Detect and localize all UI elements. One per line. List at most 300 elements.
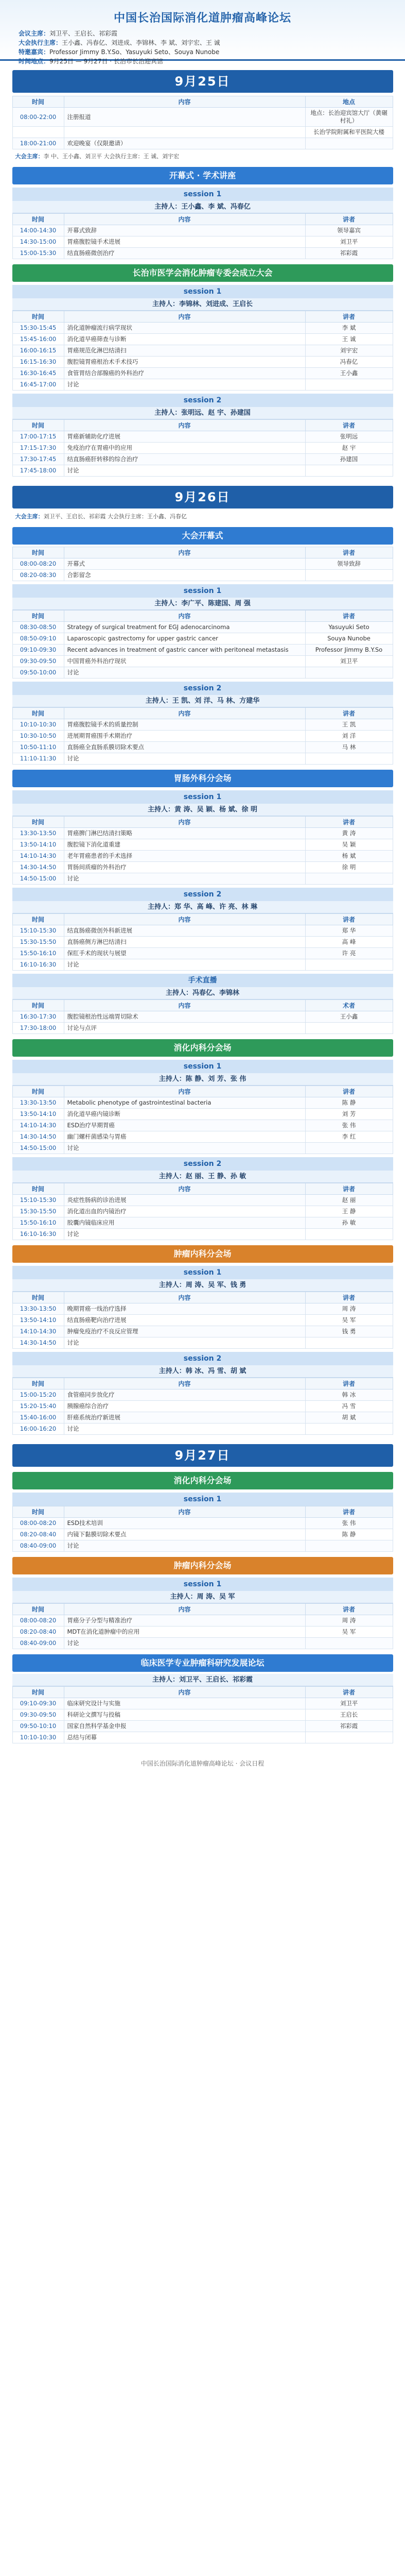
topic-cell: Laparoscopic gastrectomy for upper gastric cancer (64, 633, 305, 645)
table-header-cell: 时间 (12, 1183, 64, 1195)
table-header-cell: 讲者 (305, 1183, 393, 1195)
topic-cell: 中国胃癌外科治疗现状 (64, 656, 305, 667)
session-chairs: 主持人：王 凯、刘 洋、马 林、方建华 (12, 695, 393, 707)
table-header-cell: 内容 (64, 914, 305, 925)
time-cell: 11:10-11:30 (12, 753, 64, 765)
table-header-cell: 内容 (64, 1687, 305, 1698)
schedule-table (12, 1506, 393, 1552)
speaker-cell (305, 1638, 393, 1649)
time-cell: 15:20-15:40 (12, 1401, 64, 1412)
table-header-cell: 讲者 (305, 311, 393, 323)
table-row (12, 431, 393, 443)
table-row (12, 1131, 393, 1143)
table-row (12, 1143, 393, 1154)
time-cell: 08:30-08:50 (12, 622, 64, 633)
table-row (12, 1206, 393, 1217)
session-heading: session 1 (12, 584, 393, 598)
topic-cell: Metabolic phenotype of gastrointestinal bacteria (64, 1097, 305, 1109)
topic-cell: 合影留念 (64, 570, 305, 581)
schedule-table (12, 1378, 393, 1435)
table-header-cell: 时间 (12, 311, 64, 323)
speaker-cell: 冯春亿 (305, 357, 393, 368)
table-row (12, 1540, 393, 1552)
speaker-cell: 高 峰 (305, 937, 393, 948)
table-header-cell: 讲者 (305, 1292, 393, 1303)
topic-cell: 胰腺癌综合治疗 (64, 1401, 305, 1412)
session-chairs: 主持人：陈 静、刘 芳、张 伟 (12, 1073, 393, 1086)
session-chairs: 主持人：周 涛、吴 军 (12, 1591, 393, 1603)
topic-cell: 晚期胃癌一线治疗选择 (64, 1303, 305, 1315)
session-chairs: 主持人：赵 丽、王 静、孙 敏 (12, 1171, 393, 1183)
topic-cell: 讨论 (64, 1229, 305, 1240)
table-header-cell: 讲者 (305, 1506, 393, 1518)
table-header-cell: 时间 (12, 1000, 64, 1011)
speaker-cell (305, 1023, 393, 1034)
topic-cell: ESD治疗早期胃癌 (64, 1120, 305, 1131)
table-header-cell: 时间 (12, 1378, 64, 1389)
speaker-cell: 周 涛 (305, 1303, 393, 1315)
time-cell: 16:10-16:30 (12, 1229, 64, 1240)
header-meta (19, 29, 386, 66)
topic-cell: 免疫治疗在胃癌中的应用 (64, 443, 305, 454)
table-header-cell: 地点 (305, 96, 393, 108)
speaker-cell: 王小鑫 (305, 1011, 393, 1023)
session-heading: session 1 (12, 285, 393, 298)
time-cell: 08:00-08:20 (12, 1615, 64, 1626)
session-chairs: 主持人：周 涛、吴 军、钱 勇 (12, 1279, 393, 1292)
speaker-cell: 韩 冰 (305, 1389, 393, 1401)
program-content (0, 70, 405, 1743)
table-row (12, 345, 393, 357)
schedule-table (12, 213, 393, 259)
table-row (12, 873, 393, 885)
speaker-cell: 孙 敏 (305, 1217, 393, 1229)
time-cell: 14:10-14:30 (12, 851, 64, 862)
table-header-cell: 时间 (12, 1292, 64, 1303)
speaker-cell: 胡 斌 (305, 1412, 393, 1423)
table-header-cell: 讲者 (305, 1604, 393, 1615)
header-meta-line (19, 29, 386, 38)
schedule-table (12, 1086, 393, 1154)
session-chairs: 主持人：冯春亿、李锦林 (12, 987, 393, 999)
session-heading: session 1 (12, 188, 393, 201)
speaker-cell: 张明远 (305, 431, 393, 443)
table-row (12, 248, 393, 259)
speaker-cell (305, 1229, 393, 1240)
table-header-cell: 讲者 (305, 611, 393, 622)
time-cell: 16:30-17:30 (12, 1011, 64, 1023)
topic-cell: Strategy of surgical treatment for EGJ adenocarcinoma (64, 622, 305, 633)
table-header-row (12, 214, 393, 225)
table-row (12, 1615, 393, 1626)
topic-cell: 讨论 (64, 379, 305, 391)
table-row (12, 1401, 393, 1412)
header-meta-line (19, 57, 386, 66)
speaker-cell (305, 1732, 393, 1743)
table-row (12, 937, 393, 948)
table-row (12, 839, 393, 851)
header-meta-value: 刘卫平、王启长、祁彩霞 (49, 30, 118, 37)
table-row (12, 1529, 393, 1540)
speaker-cell: 长治学院附属和平医院大楼 (305, 127, 393, 138)
speaker-cell: 地点：长治迎宾馆大厅（黄碾村礼） (305, 108, 393, 127)
time-cell: 14:30-15:00 (12, 236, 64, 248)
time-cell: 14:30-14:50 (12, 862, 64, 873)
header-meta-line (19, 38, 386, 47)
table-header-cell: 内容 (64, 96, 305, 108)
topic-cell: 讨论 (64, 873, 305, 885)
table-row (12, 465, 393, 477)
table-header-cell: 内容 (64, 1506, 305, 1518)
speaker-cell (305, 1540, 393, 1552)
session-chairs: 主持人：刘卫平、王启长、祁彩霞 (12, 1674, 393, 1686)
topic-cell: 讨论 (64, 465, 305, 477)
day-banner: 9月25日 (12, 70, 393, 93)
table-row (12, 731, 393, 742)
info-value: 刘卫平、王启长、祁彩霞 大会执行主席：王小鑫、冯春亿 (43, 513, 187, 520)
table-header-cell: 内容 (64, 1292, 305, 1303)
header-meta-key: 特邀嘉宾： (19, 48, 50, 56)
header-meta-key: 会议主席： (19, 30, 50, 37)
topic-cell: 进展期胃癌围手术期治疗 (64, 731, 305, 742)
topic-cell: 消化道早癌内镜诊断 (64, 1109, 305, 1120)
schedule-table (12, 913, 393, 971)
table-header-cell: 时间 (12, 1687, 64, 1698)
topic-cell: 食管胃结合部腺癌的外科治疗 (64, 368, 305, 379)
time-cell: 13:30-13:50 (12, 828, 64, 839)
topic-cell (64, 127, 305, 138)
topic-cell: 腹腔镜下消化道重建 (64, 839, 305, 851)
time-cell: 09:10-09:30 (12, 645, 64, 656)
table-row (12, 334, 393, 345)
topic-cell: 胃癌脾门淋巴结清扫策略 (64, 828, 305, 839)
venue-banner: 开幕式 · 学术讲座 (12, 167, 393, 184)
venue-banner: 肿瘤内科分会场 (12, 1245, 393, 1263)
topic-cell: ESD技术培训 (64, 1518, 305, 1529)
table-header-cell: 内容 (64, 708, 305, 719)
time-cell: 16:30-16:45 (12, 368, 64, 379)
topic-cell: 科研论文撰写与投稿 (64, 1709, 305, 1721)
table-header-row (12, 611, 393, 622)
time-cell: 08:20-08:40 (12, 1529, 64, 1540)
time-cell: 14:50-15:00 (12, 1143, 64, 1154)
schedule-table (12, 707, 393, 765)
table-header-cell: 讲者 (305, 214, 393, 225)
speaker-cell: Yasuyuki Seto (305, 622, 393, 633)
speaker-cell (305, 753, 393, 765)
table-header-cell: 时间 (12, 611, 64, 622)
topic-cell: 内镜下黏膜切除术要点 (64, 1529, 305, 1540)
table-row (12, 828, 393, 839)
session-heading: 手术直播 (12, 974, 393, 987)
table-header-cell: 内容 (64, 1604, 305, 1615)
table-header-row (12, 420, 393, 431)
table-header-row (12, 1183, 393, 1195)
info-value: 李 中、王小鑫、刘卫平 大会执行主席：王 诚、刘宇宏 (43, 153, 179, 160)
speaker-cell: 周 涛 (305, 1615, 393, 1626)
speaker-cell: 钱 勇 (305, 1326, 393, 1337)
table-row (12, 925, 393, 937)
time-cell: 16:00-16:20 (12, 1423, 64, 1435)
table-row (12, 667, 393, 679)
table-row (12, 1315, 393, 1326)
day-banner: 9月26日 (12, 486, 393, 509)
session-heading: session 1 (12, 790, 393, 804)
table-header-row (12, 1506, 393, 1518)
speaker-cell (305, 873, 393, 885)
header-meta-line (19, 47, 386, 57)
time-cell: 15:50-16:10 (12, 948, 64, 959)
time-cell: 14:00-14:30 (12, 225, 64, 236)
topic-cell: Recent advances in treatment of gastric cancer with peritoneal metastasis (64, 645, 305, 656)
time-cell: 10:10-10:30 (12, 719, 64, 731)
table-row (12, 1638, 393, 1649)
table-header-cell: 术者 (305, 1000, 393, 1011)
table-row (12, 622, 393, 633)
speaker-cell: 吴 军 (305, 1626, 393, 1638)
time-cell: 15:10-15:30 (12, 925, 64, 937)
session-heading: session 2 (12, 888, 393, 901)
topic-cell: 保肛手术的现状与展望 (64, 948, 305, 959)
table-header-cell: 讲者 (305, 547, 393, 558)
time-cell: 09:10-09:30 (12, 1698, 64, 1709)
time-cell: 17:00-17:15 (12, 431, 64, 443)
topic-cell: 注册报道 (64, 108, 305, 127)
topic-cell: MDT在消化道肿瘤中的应用 (64, 1626, 305, 1638)
time-cell: 15:00-15:20 (12, 1389, 64, 1401)
table-row (12, 1721, 393, 1732)
table-row (12, 1011, 393, 1023)
table-row (12, 127, 393, 138)
speaker-cell: 王小鑫 (305, 368, 393, 379)
table-row (12, 1518, 393, 1529)
table-row (12, 1109, 393, 1120)
topic-cell: 胃癌腹腔镜手术的质量控制 (64, 719, 305, 731)
table-row (12, 1326, 393, 1337)
schedule-table (12, 419, 393, 477)
speaker-cell (305, 959, 393, 971)
topic-cell: 食管癌同步放化疗 (64, 1389, 305, 1401)
topic-cell: 肿瘤免疫治疗不良反应管理 (64, 1326, 305, 1337)
table-row (12, 851, 393, 862)
speaker-cell: 黄 涛 (305, 828, 393, 839)
table-header-cell: 讲者 (305, 420, 393, 431)
table-header-cell: 内容 (64, 611, 305, 622)
topic-cell: 开幕式致辞 (64, 225, 305, 236)
time-cell: 13:30-13:50 (12, 1097, 64, 1109)
speaker-cell: 领导致辞 (305, 558, 393, 570)
table-row (12, 357, 393, 368)
time-cell: 16:45-17:00 (12, 379, 64, 391)
time-cell: 08:00-22:00 (12, 108, 64, 127)
topic-cell: 炎症性肠病的诊治进展 (64, 1195, 305, 1206)
topic-cell: 临床研究设计与实施 (64, 1698, 305, 1709)
table-row (12, 108, 393, 127)
table-row (12, 1698, 393, 1709)
time-cell: 17:30-18:00 (12, 1023, 64, 1034)
table-header-row (12, 1086, 393, 1097)
table-row (12, 1195, 393, 1206)
table-row (12, 558, 393, 570)
table-row (12, 862, 393, 873)
speaker-cell (305, 1143, 393, 1154)
schedule-table (12, 1183, 393, 1240)
table-row (12, 225, 393, 236)
table-row (12, 1120, 393, 1131)
speaker-cell: 祁彩霞 (305, 1721, 393, 1732)
header-meta-key: 时间地点： (19, 58, 50, 65)
header-meta-value: Professor Jimmy B.Y.So、Yasuyuki Seto、Souya Nunobe (49, 48, 220, 56)
table-row (12, 1412, 393, 1423)
table-row (12, 633, 393, 645)
table-row (12, 1097, 393, 1109)
speaker-cell: 杨 斌 (305, 851, 393, 862)
speaker-cell: 陈 静 (305, 1097, 393, 1109)
table-header-row (12, 817, 393, 828)
table-header-cell: 时间 (12, 547, 64, 558)
speaker-cell: 刘宇宏 (305, 345, 393, 357)
header-meta-value: 9月25日 — 9月27日 · 长治市长治迎宾馆 (49, 58, 163, 65)
speaker-cell: 王启长 (305, 1709, 393, 1721)
table-row (12, 719, 393, 731)
info-line (12, 512, 393, 522)
table-header-row (12, 914, 393, 925)
table-header-cell: 内容 (64, 1378, 305, 1389)
venue-banner: 大会开幕式 (12, 527, 393, 545)
time-cell: 16:10-16:30 (12, 959, 64, 971)
table-header-cell: 内容 (64, 311, 305, 323)
footer-text: 中国长治国际消化道肿瘤高峰论坛 · 会议日程 (140, 1760, 265, 1767)
table-row (12, 1626, 393, 1638)
topic-cell: 讨论 (64, 1638, 305, 1649)
table-row (12, 1303, 393, 1315)
speaker-cell: 马 林 (305, 742, 393, 753)
time-cell: 15:30-15:50 (12, 1206, 64, 1217)
table-row (12, 443, 393, 454)
session-heading: session 1 (12, 1578, 393, 1591)
topic-cell: 欢迎晚宴（仅限邀请） (64, 138, 305, 149)
session-chairs: 主持人：郑 华、高 峰、许 亮、林 琳 (12, 901, 393, 913)
table-row (12, 645, 393, 656)
time-cell: 13:50-14:10 (12, 839, 64, 851)
table-header-cell: 时间 (12, 914, 64, 925)
time-cell: 14:10-14:30 (12, 1120, 64, 1131)
time-cell: 10:10-10:30 (12, 1732, 64, 1743)
speaker-cell: 张 伟 (305, 1120, 393, 1131)
table-header-row (12, 547, 393, 558)
speaker-cell: 王 诚 (305, 334, 393, 345)
session-chairs: 主持人：李锦林、刘进成、王启长 (12, 298, 393, 311)
table-row (12, 948, 393, 959)
time-cell: 16:00-16:15 (12, 345, 64, 357)
time-cell: 13:30-13:50 (12, 1303, 64, 1315)
speaker-cell: Professor Jimmy B.Y.So (305, 645, 393, 656)
topic-cell: 讨论 (64, 667, 305, 679)
time-cell: 14:50-15:00 (12, 873, 64, 885)
time-cell: 17:45-18:00 (12, 465, 64, 477)
time-cell: 09:30-09:50 (12, 656, 64, 667)
info-line (12, 151, 393, 162)
schedule-table (12, 1292, 393, 1349)
time-cell: 08:40-09:00 (12, 1540, 64, 1552)
time-cell: 15:30-15:50 (12, 937, 64, 948)
topic-cell: 胃癌规范化淋巴结清扫 (64, 345, 305, 357)
topic-cell: 讨论 (64, 753, 305, 765)
topic-cell: 肝癌系统治疗新进展 (64, 1412, 305, 1423)
table-header-cell: 讲者 (305, 1378, 393, 1389)
topic-cell: 结直肠癌肝转移的综合治疗 (64, 454, 305, 465)
speaker-cell: 徐 明 (305, 862, 393, 873)
speaker-cell (305, 1423, 393, 1435)
schedule-table (12, 96, 393, 149)
topic-cell: 结直肠癌微创外科新进展 (64, 925, 305, 937)
topic-cell: 讨论 (64, 1143, 305, 1154)
table-row (12, 138, 393, 149)
schedule-table (12, 1686, 393, 1743)
table-row (12, 656, 393, 667)
table-header-cell: 内容 (64, 1000, 305, 1011)
table-row (12, 454, 393, 465)
speaker-cell (305, 667, 393, 679)
session-heading: session 1 (12, 1266, 393, 1279)
topic-cell: 总结与闭幕 (64, 1732, 305, 1743)
topic-cell: 胶囊内镜临床应用 (64, 1217, 305, 1229)
table-row (12, 323, 393, 334)
venue-banner: 临床医学专业肿瘤科研究发展论坛 (12, 1654, 393, 1672)
topic-cell: 消化道出血的内镜治疗 (64, 1206, 305, 1217)
table-header-cell: 内容 (64, 817, 305, 828)
speaker-cell: 吴 军 (305, 1315, 393, 1326)
session-chairs: 主持人：韩 冰、冯 雪、胡 斌 (12, 1365, 393, 1378)
speaker-cell (305, 138, 393, 149)
topic-cell: 讨论 (64, 959, 305, 971)
speaker-cell: 郑 华 (305, 925, 393, 937)
session-heading: session 2 (12, 1352, 393, 1365)
table-header-cell: 讲者 (305, 1086, 393, 1097)
topic-cell: 开幕式 (64, 558, 305, 570)
speaker-cell: 许 亮 (305, 948, 393, 959)
topic-cell: 讨论与点评 (64, 1023, 305, 1034)
topic-cell: 讨论 (64, 1423, 305, 1435)
speaker-cell: 王 静 (305, 1206, 393, 1217)
time-cell: 14:10-14:30 (12, 1326, 64, 1337)
time-cell: 13:50-14:10 (12, 1315, 64, 1326)
table-header-row (12, 96, 393, 108)
speaker-cell: 刘卫平 (305, 656, 393, 667)
page-title: 中国长治国际消化道肿瘤高峰论坛 (113, 12, 291, 25)
table-header-row (12, 1292, 393, 1303)
table-header-cell: 讲者 (305, 817, 393, 828)
table-header-row (12, 311, 393, 323)
topic-cell: 结直肠癌微创治疗 (64, 248, 305, 259)
table-row (12, 368, 393, 379)
info-key: 大会主席： (15, 153, 44, 160)
speaker-cell: 刘卫平 (305, 1698, 393, 1709)
topic-cell: 讨论 (64, 1337, 305, 1349)
time-cell: 09:30-09:50 (12, 1709, 64, 1721)
speaker-cell: 赵 宇 (305, 443, 393, 454)
speaker-cell: 刘 芳 (305, 1109, 393, 1120)
time-cell: 08:50-09:10 (12, 633, 64, 645)
schedule-table (12, 1603, 393, 1649)
day-banner: 9月27日 (12, 1444, 393, 1467)
time-cell: 10:50-11:10 (12, 742, 64, 753)
time-cell: 16:15-16:30 (12, 357, 64, 368)
speaker-cell: 冯 雪 (305, 1401, 393, 1412)
speaker-cell (305, 1337, 393, 1349)
time-cell: 08:40-09:00 (12, 1638, 64, 1649)
table-header-cell: 时间 (12, 1086, 64, 1097)
